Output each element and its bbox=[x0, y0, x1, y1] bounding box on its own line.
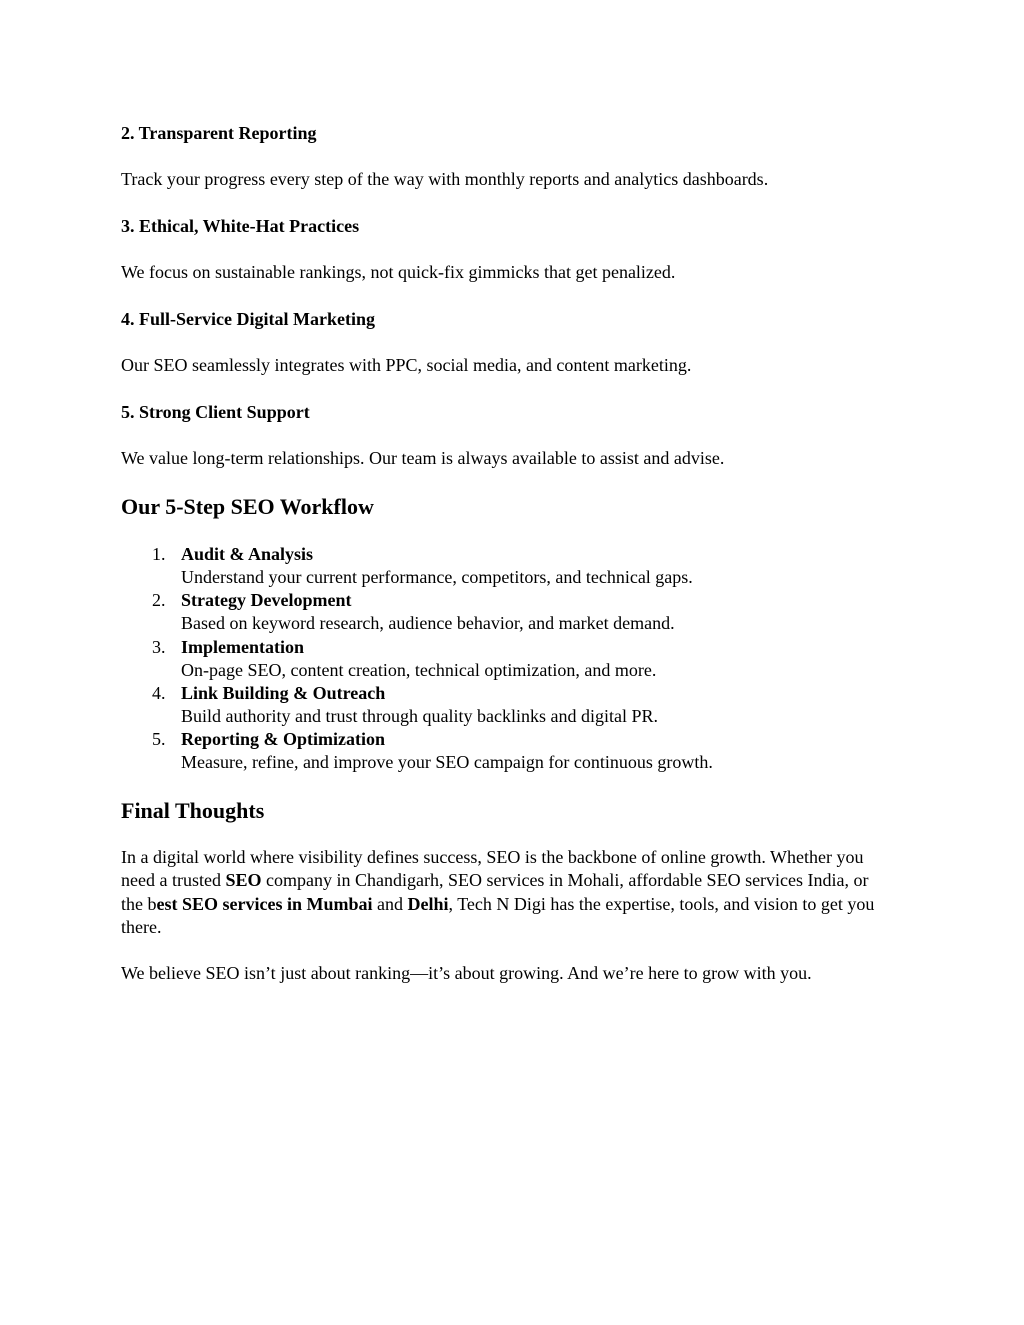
paragraph-ethical-practices: We focus on sustainable rankings, not quick-fix gimmicks that get penalized. bbox=[121, 262, 676, 282]
workflow-steps-list bbox=[0, 543, 900, 774]
text-run: In a digital world where visibility defines success, SEO is the backbone of online growth. Whether you need a trusted bbox=[121, 847, 864, 891]
step-number: 3. bbox=[152, 636, 166, 657]
step-number: 1. bbox=[152, 544, 166, 564]
bold-text-run: Delhi bbox=[407, 893, 449, 914]
step-title: Reporting & Optimization bbox=[181, 729, 385, 750]
final-thoughts-paragraph bbox=[121, 846, 891, 939]
section-heading-client-support: 5. Strong Client Support bbox=[121, 402, 310, 422]
step-description: Based on keyword research, audience behavior, and market demand. bbox=[181, 613, 675, 634]
step-title: Link Building & Outreach bbox=[181, 682, 386, 703]
step-description: On-page SEO, content creation, technical optimization, and more. bbox=[181, 659, 657, 680]
text-run: , Tech N Digi has the expertise, tools, and vision to get you there. bbox=[121, 893, 875, 937]
bold-text-run: est SEO services in Mumbai bbox=[156, 893, 373, 914]
step-title: Strategy Development bbox=[181, 590, 352, 611]
paragraph-transparent-reporting: Track your progress every step of the way with monthly reports and analytics dashboards. bbox=[121, 169, 769, 189]
step-title: Audit & Analysis bbox=[181, 544, 314, 564]
section-heading-full-service: 4. Full-Service Digital Marketing bbox=[121, 309, 375, 329]
step-title: Implementation bbox=[181, 636, 304, 657]
workflow-step bbox=[0, 636, 900, 682]
text-run: company in Chandigarh, SEO services in Mohali, affordable SEO services India, or the b bbox=[121, 870, 869, 914]
step-description: Build authority and trust through quality backlinks and digital PR. bbox=[181, 706, 658, 727]
step-description: Measure, refine, and improve your SEO campaign for continuous growth. bbox=[181, 752, 713, 773]
closing-paragraph: We believe SEO isn’t just about ranking—it’s about growing. And we’re here to grow with you. bbox=[121, 963, 812, 983]
workflow-step bbox=[0, 728, 900, 774]
workflow-step bbox=[0, 543, 900, 589]
step-number: 4. bbox=[152, 682, 166, 703]
step-number: 2. bbox=[152, 590, 166, 611]
paragraph-client-support: We value long-term relationships. Our team is always available to assist and advise. bbox=[121, 448, 725, 468]
step-number: 5. bbox=[152, 729, 166, 750]
bold-text-run: SEO bbox=[225, 870, 262, 891]
workflow-step bbox=[0, 589, 900, 635]
section-heading-ethical-practices: 3. Ethical, White-Hat Practices bbox=[121, 216, 360, 236]
workflow-step bbox=[0, 682, 900, 728]
paragraph-full-service: Our SEO seamlessly integrates with PPC, social media, and content marketing. bbox=[121, 355, 692, 375]
step-description: Understand your current performance, competitors, and technical gaps. bbox=[181, 567, 693, 588]
workflow-heading: Our 5-Step SEO Workflow bbox=[121, 494, 374, 519]
section-heading-transparent-reporting: 2. Transparent Reporting bbox=[121, 123, 317, 143]
text-run: and bbox=[372, 893, 408, 914]
final-thoughts-heading: Final Thoughts bbox=[121, 798, 265, 823]
